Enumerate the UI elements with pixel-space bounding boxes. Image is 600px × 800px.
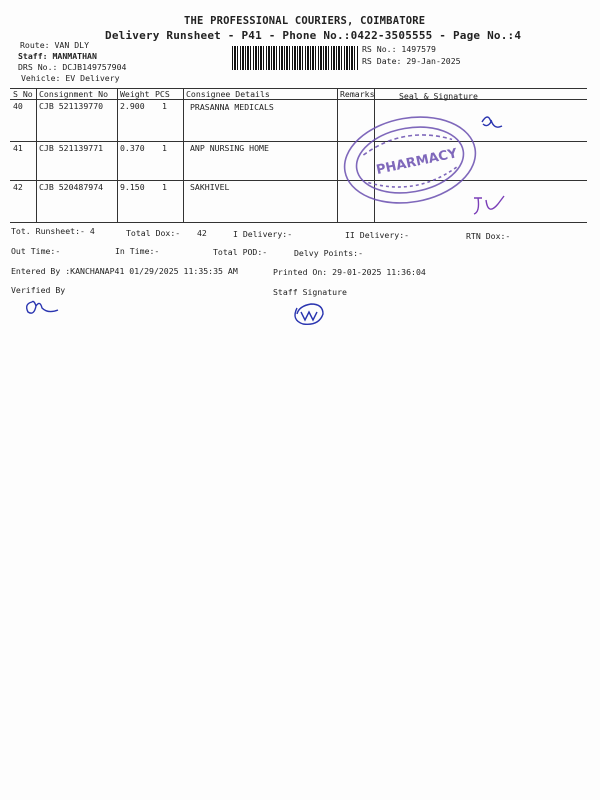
barcode-image xyxy=(232,46,358,70)
delvy-points: Delvy Points:- xyxy=(294,248,364,258)
stamp-text: PHARMACY xyxy=(374,146,459,179)
total-pod: Total POD:- xyxy=(213,247,268,257)
row-pcs: 1 xyxy=(162,182,167,192)
rtn-dox: RTN Dox:- xyxy=(466,231,511,241)
col-header-consignee: Consignee Details xyxy=(186,89,270,99)
ii-delivery: II Delivery:- xyxy=(345,230,410,240)
runsheet-subtitle: Delivery Runsheet - P41 - Phone No.:0422-3505555 - Page No.:4 xyxy=(105,29,522,42)
entered-by: Entered By :KANCHANAP41 01/29/2025 11:35:35 AM xyxy=(11,266,238,276)
drs-number: DRS No.: DCJB149757904 xyxy=(18,62,127,72)
verified-by-label: Verified By xyxy=(11,285,66,295)
staff-signature-icon xyxy=(289,300,331,330)
col-header-pcs: PCS xyxy=(155,89,170,99)
rs-number: RS No.: 1497579 xyxy=(362,44,436,54)
total-dox-value: 42 xyxy=(197,228,207,238)
row-pcs: 1 xyxy=(162,101,167,111)
company-title: THE PROFESSIONAL COURIERS, COIMBATORE xyxy=(184,15,426,27)
row-consignment: CJB 521139771 xyxy=(39,143,104,153)
col-header-weight: Weight xyxy=(120,89,150,99)
handwritten-initial-icon xyxy=(470,194,510,220)
printed-on: Printed On: 29-01-2025 11:36:04 xyxy=(273,267,426,277)
col-header-consignment: Consignment No xyxy=(39,89,109,99)
row-weight: 0.370 xyxy=(120,143,145,153)
vehicle-label: Vehicle: EV Delivery xyxy=(21,73,120,83)
row-consignee: ANP NURSING HOME xyxy=(190,143,269,153)
row-weight: 9.150 xyxy=(120,182,145,192)
row-sno: 42 xyxy=(13,182,23,192)
row-consignment: CJB 521139770 xyxy=(39,101,104,111)
staff-signature-label: Staff Signature xyxy=(273,287,347,297)
verified-signature-icon xyxy=(22,296,64,320)
tot-runsheet: Tot. Runsheet:- 4 xyxy=(11,226,95,236)
row-sno: 41 xyxy=(13,143,23,153)
total-dox-label: Total Dox:- xyxy=(126,228,181,238)
row-pcs: 1 xyxy=(162,143,167,153)
in-time: In Time:- xyxy=(115,246,160,256)
handwritten-mark-icon xyxy=(478,112,508,136)
row-sno: 40 xyxy=(13,101,23,111)
out-time: Out Time:- xyxy=(11,246,61,256)
row-consignee: SAKHIVEL xyxy=(190,182,230,192)
col-header-seal: Seal & Signature xyxy=(399,91,478,101)
col-header-sno: S No xyxy=(13,89,33,99)
rs-date: RS Date: 29-Jan-2025 xyxy=(362,56,461,66)
row-consignment: CJB 520487974 xyxy=(39,182,104,192)
route-label: Route: VAN DLY xyxy=(20,40,90,50)
staff-label: Staff: MANMATHAN xyxy=(18,51,97,61)
pharmacy-stamp-icon xyxy=(335,105,485,215)
row-weight: 2.900 xyxy=(120,101,145,111)
i-delivery: I Delivery:- xyxy=(233,229,293,239)
col-header-remarks: Remarks xyxy=(340,89,375,99)
row-consignee: PRASANNA MEDICALS xyxy=(190,102,274,112)
